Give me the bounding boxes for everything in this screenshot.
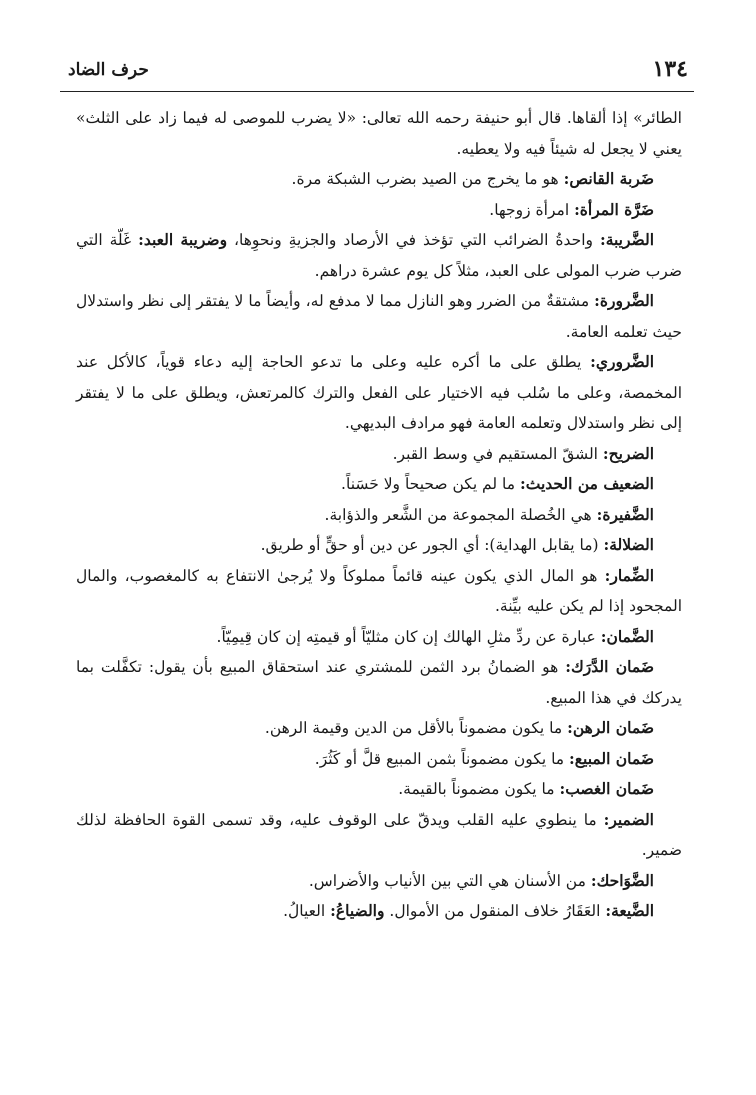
entry-term: ضَربة القانص	[569, 169, 654, 188]
term-separator: :	[590, 870, 597, 890]
term-separator: :	[590, 352, 596, 371]
entry-text: الطائر» إذا ألقاها. قال أبو حنيفة رحمه الله تعالى: «لا يضرب للموصى له فيما زاد على الثلث» يعني لا يجعل له شيئاً فيه ولا يعطيه.	[76, 109, 682, 158]
term-separator: :	[569, 748, 575, 768]
entry-term: الضِّمار	[610, 565, 654, 585]
entry-term: الضَّيعة	[611, 901, 654, 920]
term-separator: :	[596, 504, 603, 524]
entry-text: هو ما يخرج من الصيد بضرب الشبكة مرة.	[291, 170, 564, 188]
entry-text: ما يكون مضموناً بالأقل من الدين وقيمة الرهن.	[264, 719, 568, 737]
term-separator: :	[565, 657, 571, 676]
entry-term: الضريح	[608, 443, 654, 463]
term-separator: :	[594, 291, 600, 310]
entry-text: يطلق على ما أكره عليه وعلى ما تدعو الحاجة إليه دعاء قوياً، كالأكل عند المخمصة، وعلى ما سُلب فيه الاختيار على الفعل والترك كالمرتعش، ويطلق على ما لا يفتقر إلى نظر واستدلال وتعلمه العامة فهو مرادف البديهي.	[76, 353, 682, 432]
entry-subtext: غَلّة التي ضرب ضرب المولى على العبد، مثلاً كل يوم عشرة دراهم.	[76, 231, 682, 280]
entry-term: الضمير	[609, 809, 654, 829]
term-separator: :	[519, 474, 526, 493]
entry-daman-al-rahn	[76, 713, 682, 744]
entry-text: ما يكون مضموناً بالقيمة.	[398, 780, 560, 798]
entry-al-dalala	[76, 530, 682, 561]
term-separator: :	[600, 626, 607, 646]
entry-subterm: وضريبة العبد	[143, 230, 228, 249]
entry-subtext: العيالُ.	[283, 902, 331, 920]
subterm-separator: :	[138, 230, 144, 249]
entry-term: الضعيف من الحديث	[525, 474, 654, 493]
entry-al-dimar	[76, 561, 682, 622]
entry-term: الضَّريبة	[605, 230, 655, 249]
entry-darbat-al-qanis	[76, 164, 682, 195]
entry-text: هو المال الذي يكون عينه قائماً مملوكاً ولا يُرجىٰ الانتفاع به كالمغصوب، والمال المجحود إذا لم يكن عليه بيِّنة.	[76, 566, 682, 615]
entry-text: ما لم يكن صحيحاً ولا حَسَناً.	[341, 475, 520, 493]
entry-al-darura	[76, 286, 682, 347]
entry-subterm: والضياعُ	[335, 901, 385, 920]
entry-term: الضَّوَاحك	[596, 870, 654, 890]
page-number: ١٣٤	[652, 56, 688, 82]
running-title: حرف الضاد	[68, 60, 149, 80]
entry-term: الضَّفيرة	[602, 504, 654, 524]
entry-text: العَقَارُ خلاف المنقول من الأموال.	[384, 902, 606, 920]
entry-term: الضَّرورة	[599, 291, 654, 310]
entry-darrat-al-marah	[76, 195, 682, 226]
entry-text: ما ينطوي عليه القلب ويدقّ على الوقوف عليه، وقد تسمى القوة الحافظة لذلك ضمير.	[76, 810, 682, 859]
entry-text: الشقّ المستقيم في وسط القبر.	[392, 444, 603, 463]
page-header	[60, 54, 696, 90]
entry-text: امرأة زوجها.	[489, 200, 575, 219]
entry-term: الضَّمان	[606, 626, 654, 646]
entry-text: عبارة عن ردِّ مثلِ الهالك إن كان مثليّاً أو قيمتِه إن كان قِيمِيّاً.	[216, 627, 601, 646]
term-separator: :	[604, 565, 611, 585]
header-divider	[60, 91, 694, 92]
entry-al-damir	[76, 805, 682, 866]
entry-term: ضَمان الغصب	[565, 779, 654, 798]
term-separator: :	[605, 901, 612, 920]
entry-daman-al-ghasb	[76, 774, 682, 805]
entry-term: ضَمان الرهن	[572, 718, 654, 737]
entry-al-dawahik	[76, 866, 682, 897]
entry-daman-al-darak	[76, 652, 682, 713]
term-separator: :	[559, 779, 566, 798]
term-separator: :	[567, 718, 573, 737]
entry-al-darih	[76, 439, 682, 470]
entry-text: (ما يقابل الهداية): أي الجور عن دين أو حقٍّ أو طريق.	[260, 536, 604, 554]
entry-text: ما يكون مضموناً بثمن المبيع قلَّ أو كَثُرَ.	[314, 749, 570, 768]
entry-text: من الأسنان هي التي بين الأنياب والأضراس.	[308, 871, 591, 890]
entry-term: ضَرَّة المرأة	[579, 199, 654, 219]
term-separator: :	[603, 809, 610, 829]
term-separator: :	[602, 443, 609, 463]
entry-daman-al-mabi	[76, 744, 682, 775]
entry-term: الضَّروري	[595, 352, 654, 371]
entry-al-daman	[76, 622, 682, 653]
entry-term: ضَمان المبيع	[574, 748, 654, 768]
entry-term: ضَمان الدَّرَك	[570, 657, 654, 676]
entry-continuation	[76, 103, 682, 164]
entry-al-daif-min-al-hadith	[76, 469, 682, 500]
entry-text: هو الضمانُ برد الثمن للمشتري عند استحقاق المبيع بأن يقول: تكفَّلت بما يدركك في هذا المبيع.	[76, 658, 682, 707]
page-body	[76, 103, 682, 927]
entry-text: مشتقةٌ من الضرر وهو النازل مما لا مدفع له، وأيضاً ما لا يفتقر إلى نظر واستدلال حيث تعلمه العامة.	[76, 292, 682, 341]
term-separator: :	[563, 169, 570, 188]
entry-al-daruri	[76, 347, 682, 439]
entry-text: هي الخُصلة المجموعة من الشَّعر والذؤابة.	[324, 505, 597, 524]
subterm-separator: :	[330, 901, 336, 920]
entry-al-dariba	[76, 225, 682, 286]
entry-term: الضلالة	[609, 535, 654, 554]
term-separator: :	[574, 199, 580, 219]
term-separator: :	[603, 535, 610, 554]
term-separator: :	[599, 230, 606, 249]
entry-al-dafira	[76, 500, 682, 531]
entry-al-dayah	[76, 896, 682, 927]
entry-text: واحدةُ الضرائب التي تؤخذ في الأرصاد والجزيةِ ونحوِها،	[227, 231, 600, 249]
